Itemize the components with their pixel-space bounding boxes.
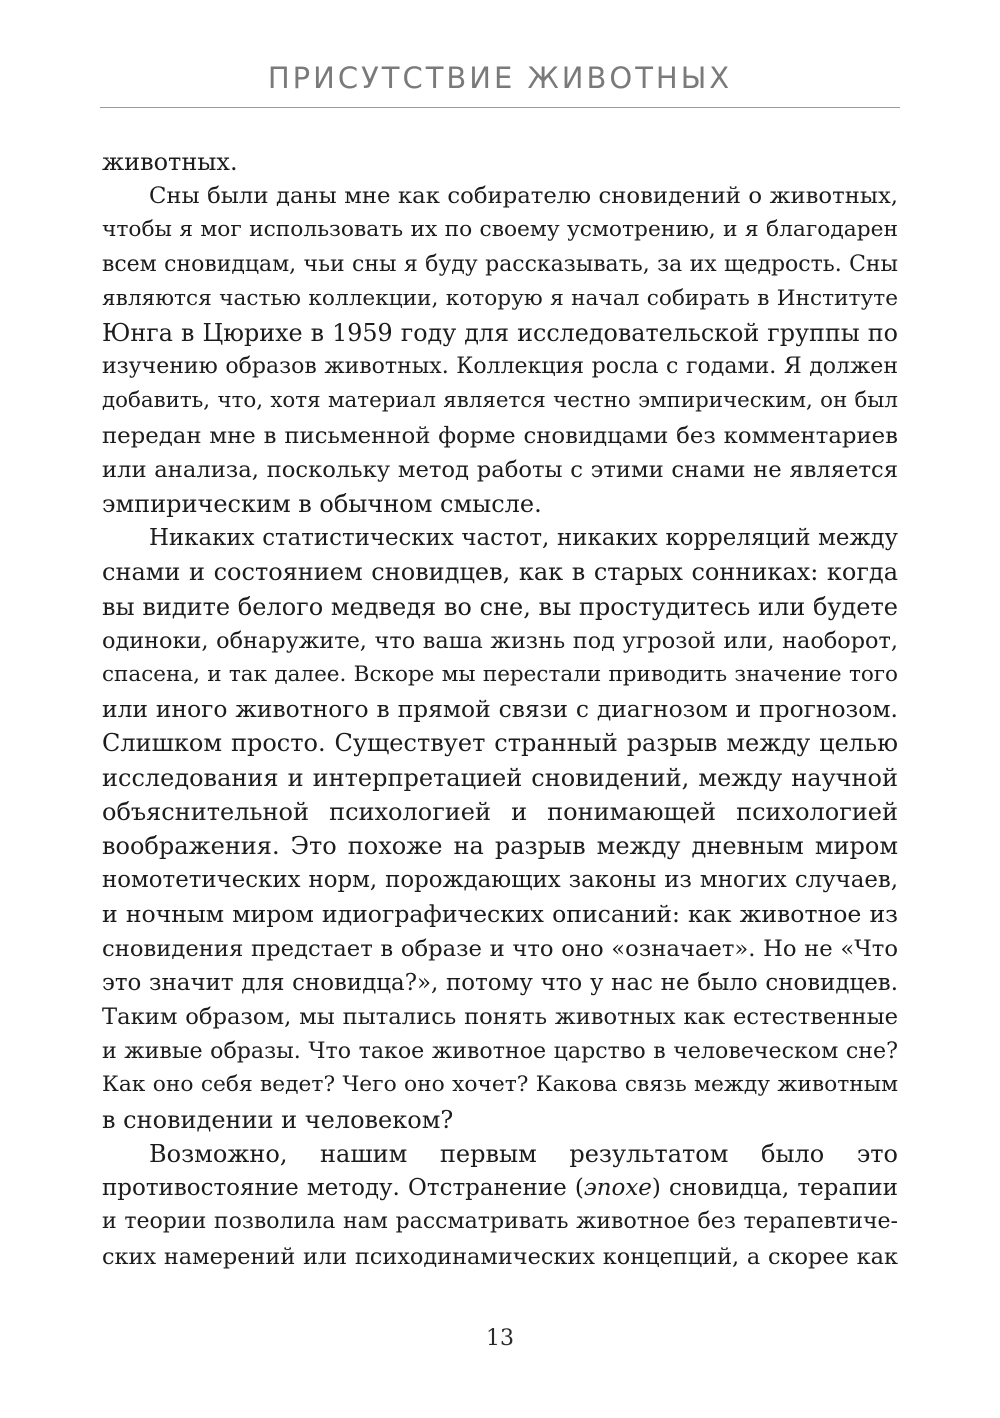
text-line: Юнга в Цюрихе в 1959 году для исследовательской группы по: [102, 319, 898, 348]
text-line: воображения. Это похоже на разрыв между дневным миром: [102, 832, 898, 861]
body-text: [102, 145, 898, 1274]
text-segment: противостояние методу. Отстранение (: [102, 1175, 584, 1202]
text-line: Никаких статистических частот, никаких корреляций между: [149, 525, 898, 552]
text-segment: ) сновидца, терапии: [651, 1175, 898, 1202]
header-rule: [100, 107, 900, 108]
text-line: и живые образы. Что такое животное царство в человеческом сне?: [102, 1038, 898, 1065]
running-head: ПРИСУТСТВИЕ ЖИВОТНЫХ: [267, 61, 733, 95]
paragraph-2: [102, 179, 898, 521]
text-line: эмпирическим в обычном смысле.: [102, 490, 542, 519]
text-line: объяснительной психологией и понимающей психологией: [102, 797, 898, 826]
text-line: чтобы я мог использовать их по своему усмотрению, и я благодарен: [102, 217, 898, 243]
text-line: и ночным миром идиографических описаний: как животное из: [102, 900, 898, 929]
text-line-with-italic: [102, 1171, 898, 1205]
text-line: в сновидении и человеком?: [102, 1105, 454, 1134]
text-line: снами и состоянием сновидцев, как в старых сонниках: когда: [102, 558, 898, 587]
paragraph-1: [102, 145, 898, 179]
text-line: передан мне в письменной форме сновидцами без комментариев: [102, 422, 898, 449]
text-line: исследования и интерпретацией сновидений, между научной: [102, 763, 898, 792]
text-line: являются частью коллекции, которую я начал собирать в Институте: [102, 285, 898, 311]
text-line: животных.: [102, 148, 238, 176]
text-line: спасена, и так далее. Вскоре мы перестали приводить значение того: [102, 662, 898, 688]
text-line: Сны были даны мне как собирателю сновидений о животных,: [149, 183, 898, 210]
text-line: Возможно, нашим первым результатом было это: [149, 1139, 898, 1168]
text-line: номотетических норм, порождающих законы из многих случаев,: [102, 867, 898, 894]
text-line: добавить, что, хотя материал является честно эмпирическим, он был: [102, 388, 898, 414]
text-line: одиноки, обнаружите, что ваша жизнь под угрозой или, наоборот,: [102, 627, 898, 654]
text-line: сновидения предстает в образе и что оно «означает». Но не «Что: [102, 935, 898, 962]
page-number: 13: [486, 1326, 514, 1351]
text-line: Как оно себя ведет? Чего оно хочет? Какова связь между животным: [102, 1072, 898, 1098]
text-line: всем сновидцам, чьи сны я буду рассказывать, за их щедрость. Сны: [102, 251, 898, 277]
text-line: и теории позволила нам рассматривать животное без терапевтиче-: [102, 1209, 898, 1235]
text-line: вы видите белого медведя во сне, вы простудитесь или будете: [102, 592, 898, 621]
text-line: ских намерений или психодинамических концепций, а скорее как: [102, 1243, 898, 1270]
text-line: или иного животного в прямой связи с диагнозом и прогнозом.: [102, 695, 898, 724]
text-line: Слишком просто. Существует странный разрыв между целью: [102, 729, 898, 758]
text-line: изучению образов животных. Коллекция росла с годами. Я должен: [102, 354, 898, 380]
paragraph-4: [102, 1137, 898, 1274]
text-line: это значит для сновидца?», потому что у нас не было сновидцев.: [102, 969, 898, 996]
text-line: Таким образом, мы пытались понять животных как естественные: [102, 1004, 898, 1031]
paragraph-3: [102, 521, 898, 1137]
text-line: или анализа, поскольку метод работы с этими снами не является: [102, 456, 898, 483]
italic-term-epoche: эпохе: [583, 1175, 652, 1202]
